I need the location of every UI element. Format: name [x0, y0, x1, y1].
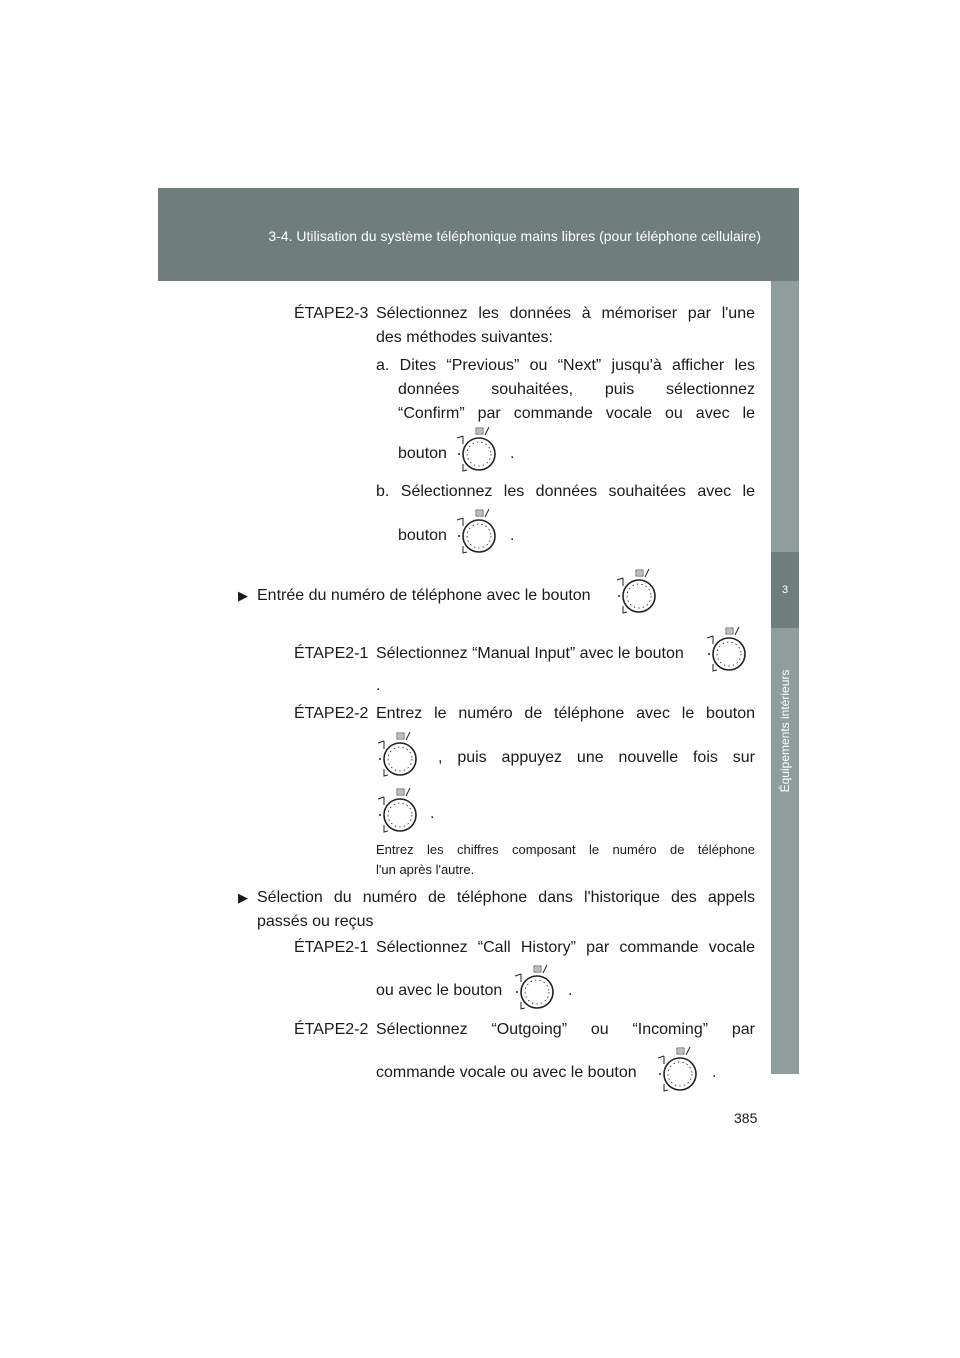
step-text: Sélectionnez les données à mémoriser par l'une	[376, 305, 755, 322]
period: .	[430, 805, 435, 822]
step-text: Sélectionnez “Manual Input” avec le bouton	[376, 645, 684, 662]
step-label: ÉTAPE2-2	[294, 1021, 369, 1038]
option-b-text: b. Sélectionnez les données souhaitées avec le	[376, 483, 755, 500]
step-text: Sélectionnez “Call History” par commande vocale	[376, 939, 755, 956]
period: .	[510, 445, 515, 462]
menu-dial-icon	[513, 962, 557, 1010]
option-a-text: données souhaitées, puis sélectionnez	[398, 381, 755, 398]
page-number: 385	[734, 1110, 758, 1126]
option-a-text: bouton	[398, 445, 447, 462]
menu-dial-icon	[705, 624, 749, 672]
step-label: ÉTAPE2-1	[294, 645, 369, 662]
period: .	[376, 677, 381, 694]
option-a-text: a. Dites “Previous” ou “Next” jusqu'à afficher les	[376, 357, 755, 374]
triangle-bullet-icon: ▶	[238, 890, 248, 905]
chapter-number: 3	[771, 552, 799, 628]
menu-dial-icon	[656, 1044, 700, 1092]
menu-dial-icon	[455, 424, 499, 472]
period: .	[510, 527, 515, 544]
triangle-bullet-icon: ▶	[238, 588, 248, 603]
step-label: ÉTAPE2-2	[294, 705, 369, 722]
step-text: Sélectionnez “Outgoing” ou “Incoming” par	[376, 1021, 755, 1038]
menu-dial-icon	[615, 566, 659, 614]
section-heading: passés ou reçus	[257, 913, 374, 930]
section-heading: Entrée du numéro de téléphone avec le bouton	[257, 587, 591, 604]
step-text: , puis appuyez une nouvelle fois sur	[438, 749, 755, 766]
option-b-text: bouton	[398, 527, 447, 544]
period: .	[712, 1064, 717, 1081]
step-label: ÉTAPE2-1	[294, 939, 369, 956]
step-text: Entrez le numéro de téléphone avec le bouton	[376, 705, 755, 722]
option-a-text: “Confirm” par commande vocale ou avec le	[398, 405, 755, 422]
section-title: 3-4. Utilisation du système téléphonique mains libres (pour téléphone cellulaire)	[268, 228, 761, 244]
section-heading: Sélection du numéro de téléphone dans l'historique des appels	[257, 889, 755, 906]
menu-dial-icon	[376, 785, 420, 833]
menu-dial-icon	[376, 729, 420, 777]
step-text: des méthodes suivantes:	[376, 329, 553, 346]
step-text: ou avec le bouton	[376, 982, 503, 999]
note-text: l'un après l'autre.	[376, 862, 475, 877]
note-text: Entrez les chiffres composant le numéro de téléphone	[376, 842, 755, 857]
step-text: commande vocale ou avec le bouton	[376, 1064, 637, 1081]
chapter-title: Équipements intérieurs	[778, 669, 792, 793]
period: .	[568, 982, 573, 999]
step-label: ÉTAPE2-3	[294, 305, 369, 322]
menu-dial-icon	[455, 506, 499, 554]
